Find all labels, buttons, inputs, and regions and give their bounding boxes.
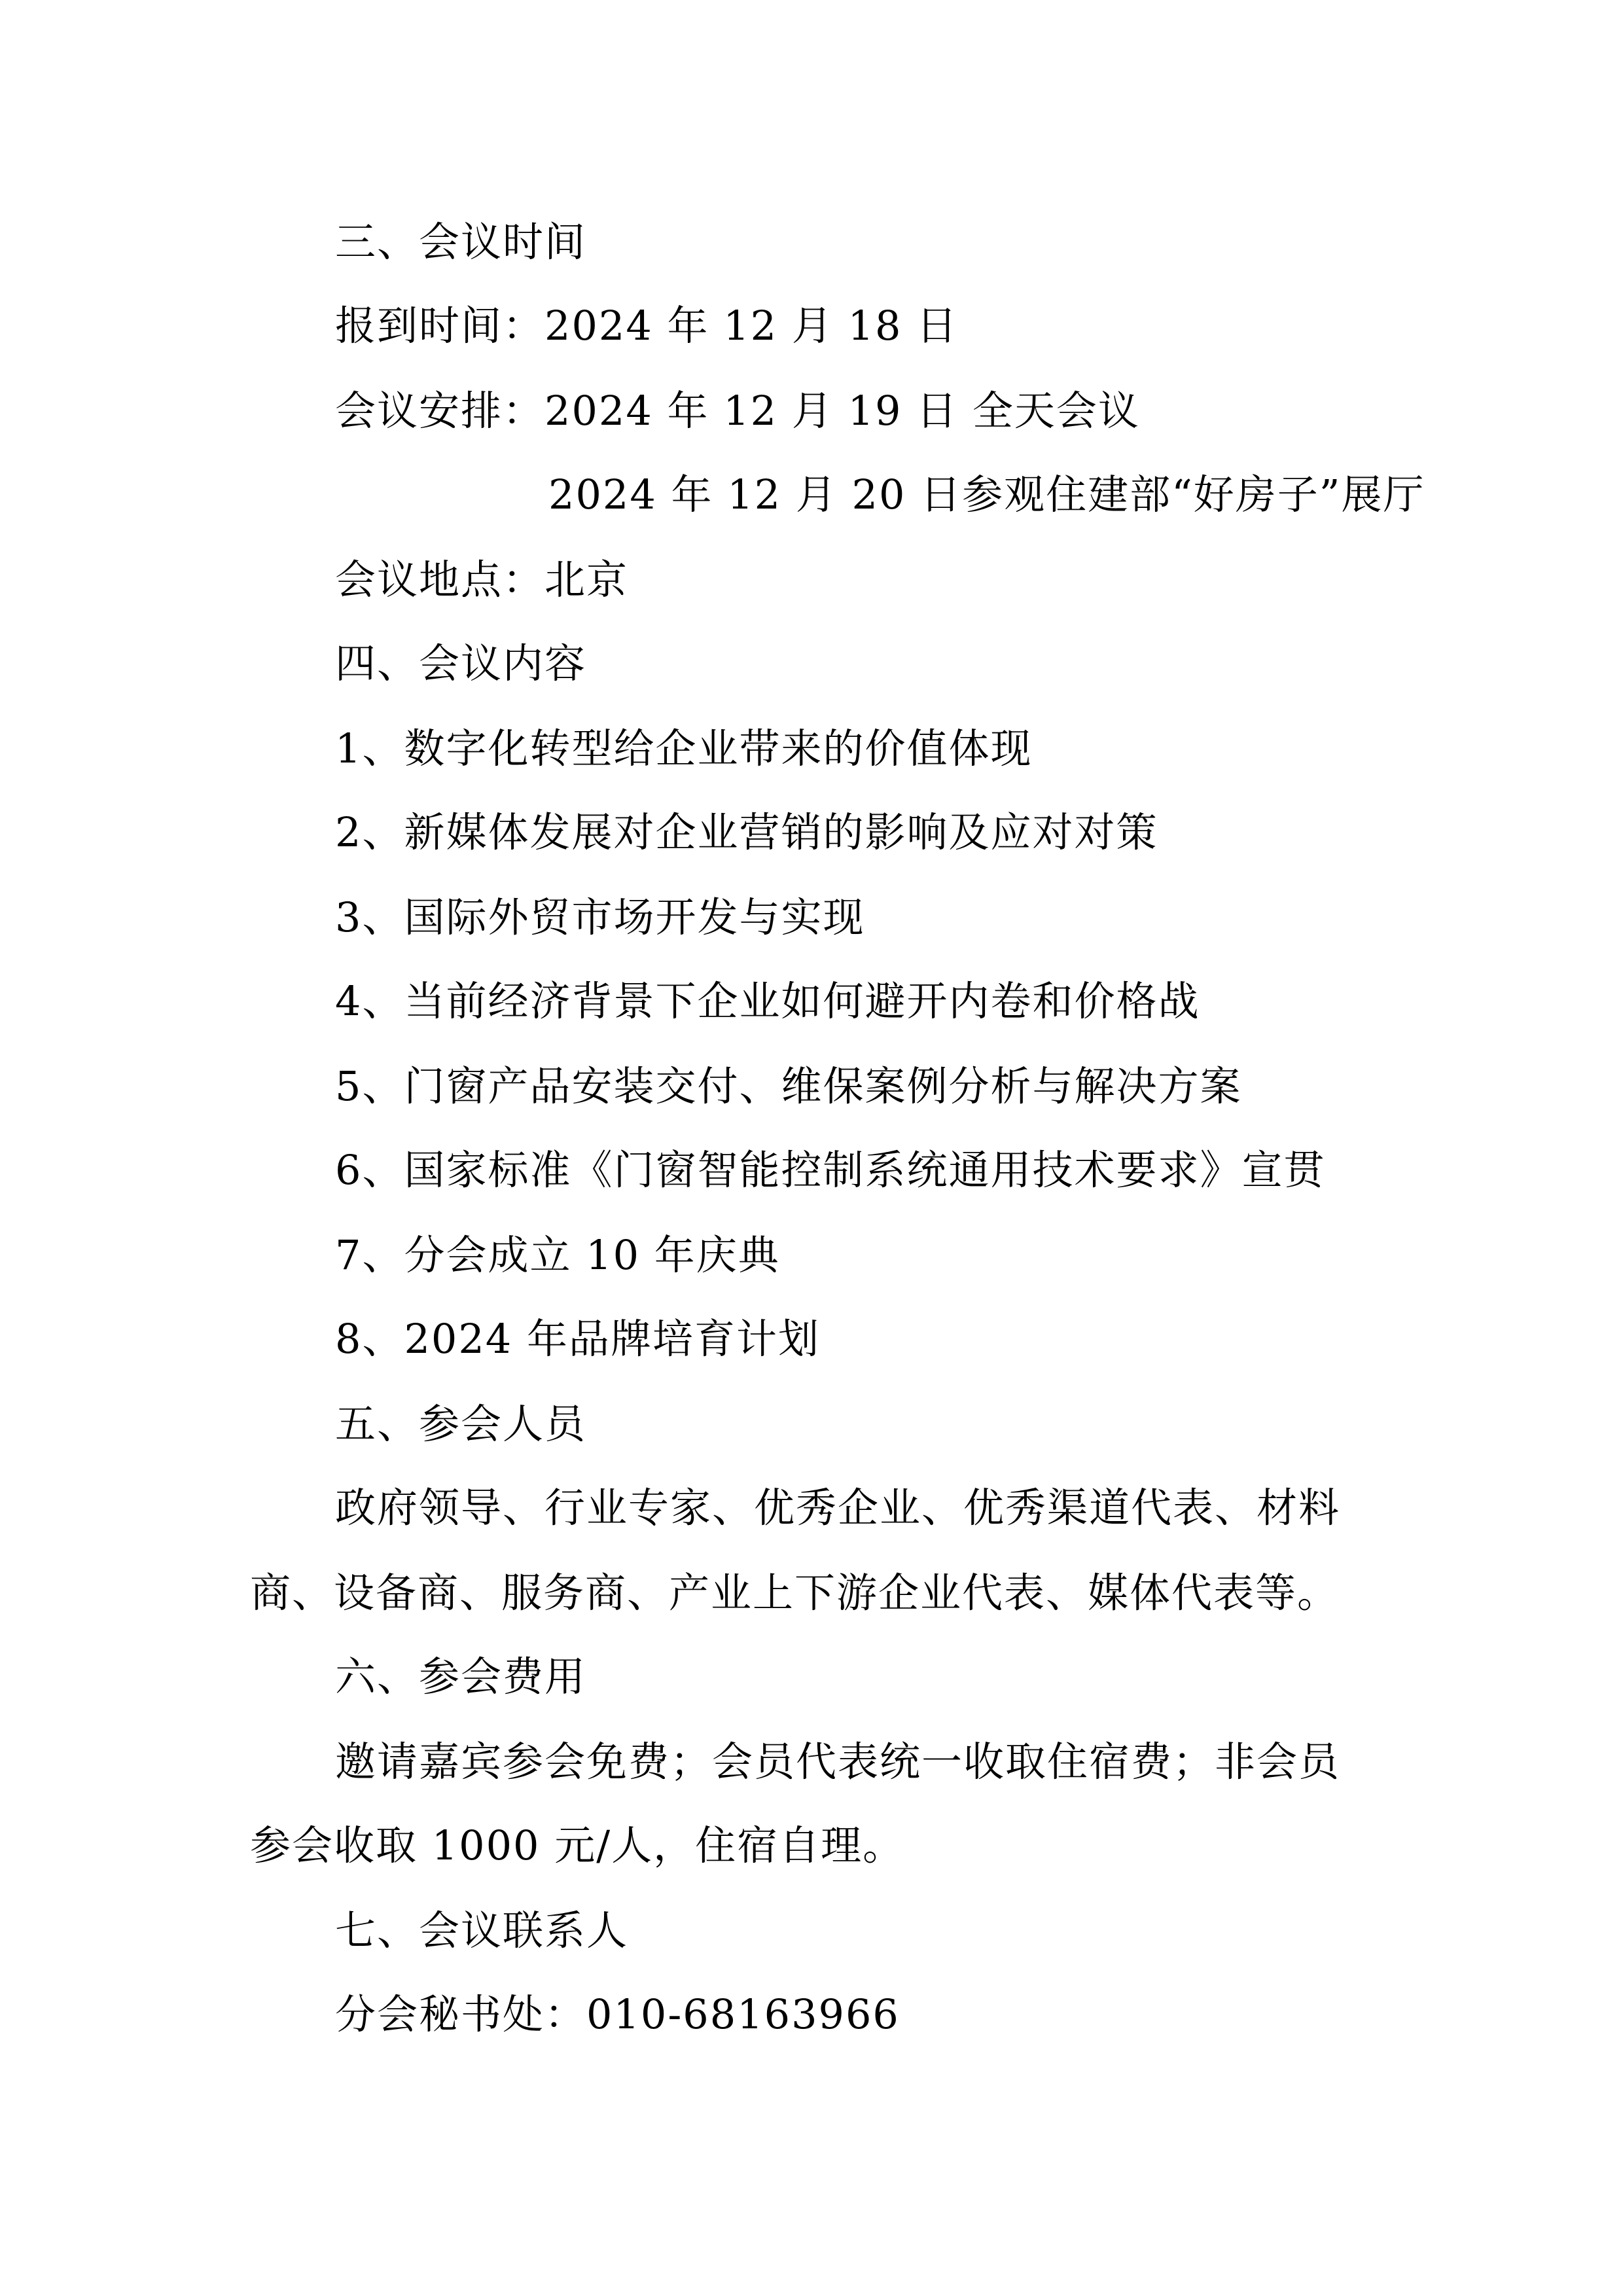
section-heading-contact: 七、会议联系人	[335, 1907, 629, 1954]
content-item: 7、分会成立 10 年庆典	[335, 1231, 780, 1279]
attendees-text-line2: 商、设备商、服务商、产业上下游企业代表、媒体代表等。	[250, 1569, 1340, 1617]
section-heading-attendees: 五、参会人员	[335, 1400, 587, 1448]
content-item: 3、国际外贸市场开发与实现	[335, 893, 865, 941]
content-item: 5、门窗产品安装交付、维保案例分析与解决方案	[335, 1062, 1242, 1110]
content-item: 2、新媒体发展对企业营销的影响及应对对策	[335, 808, 1158, 856]
content-item: 6、国家标准《门窗智能控制系统通用技术要求》宣贯	[335, 1146, 1326, 1194]
section-heading-meeting-content: 四、会议内容	[335, 639, 587, 687]
fees-text-line2: 参会收取 1000 元/人，住宿自理。	[250, 1821, 905, 1869]
section-heading-fees: 六、参会费用	[335, 1653, 587, 1700]
section-heading-meeting-time: 三、会议时间	[335, 218, 587, 266]
content-item: 4、当前经济背景下企业如何避开内卷和价格战	[335, 977, 1200, 1025]
registration-time: 报到时间：2024 年 12 月 18 日	[335, 302, 959, 350]
secretariat-contact: 分会秘书处：010-68163966	[335, 1990, 900, 2038]
fees-text-line1: 邀请嘉宾参会免费；会员代表统一收取住宿费；非会员	[335, 1738, 1341, 1785]
content-item: 1、数字化转型给企业带来的价值体现	[335, 725, 1033, 772]
attendees-text-line1: 政府领导、行业专家、优秀企业、优秀渠道代表、材料	[335, 1484, 1341, 1532]
meeting-schedule-day1: 会议安排：2024 年 12 月 19 日 全天会议	[335, 387, 1140, 435]
meeting-location: 会议地点：北京	[335, 556, 629, 603]
meeting-schedule-day2: 2024 年 12 月 20 日参观住建部“好房子”展厅	[548, 471, 1425, 518]
content-item: 8、2024 年品牌培育计划	[335, 1315, 820, 1363]
